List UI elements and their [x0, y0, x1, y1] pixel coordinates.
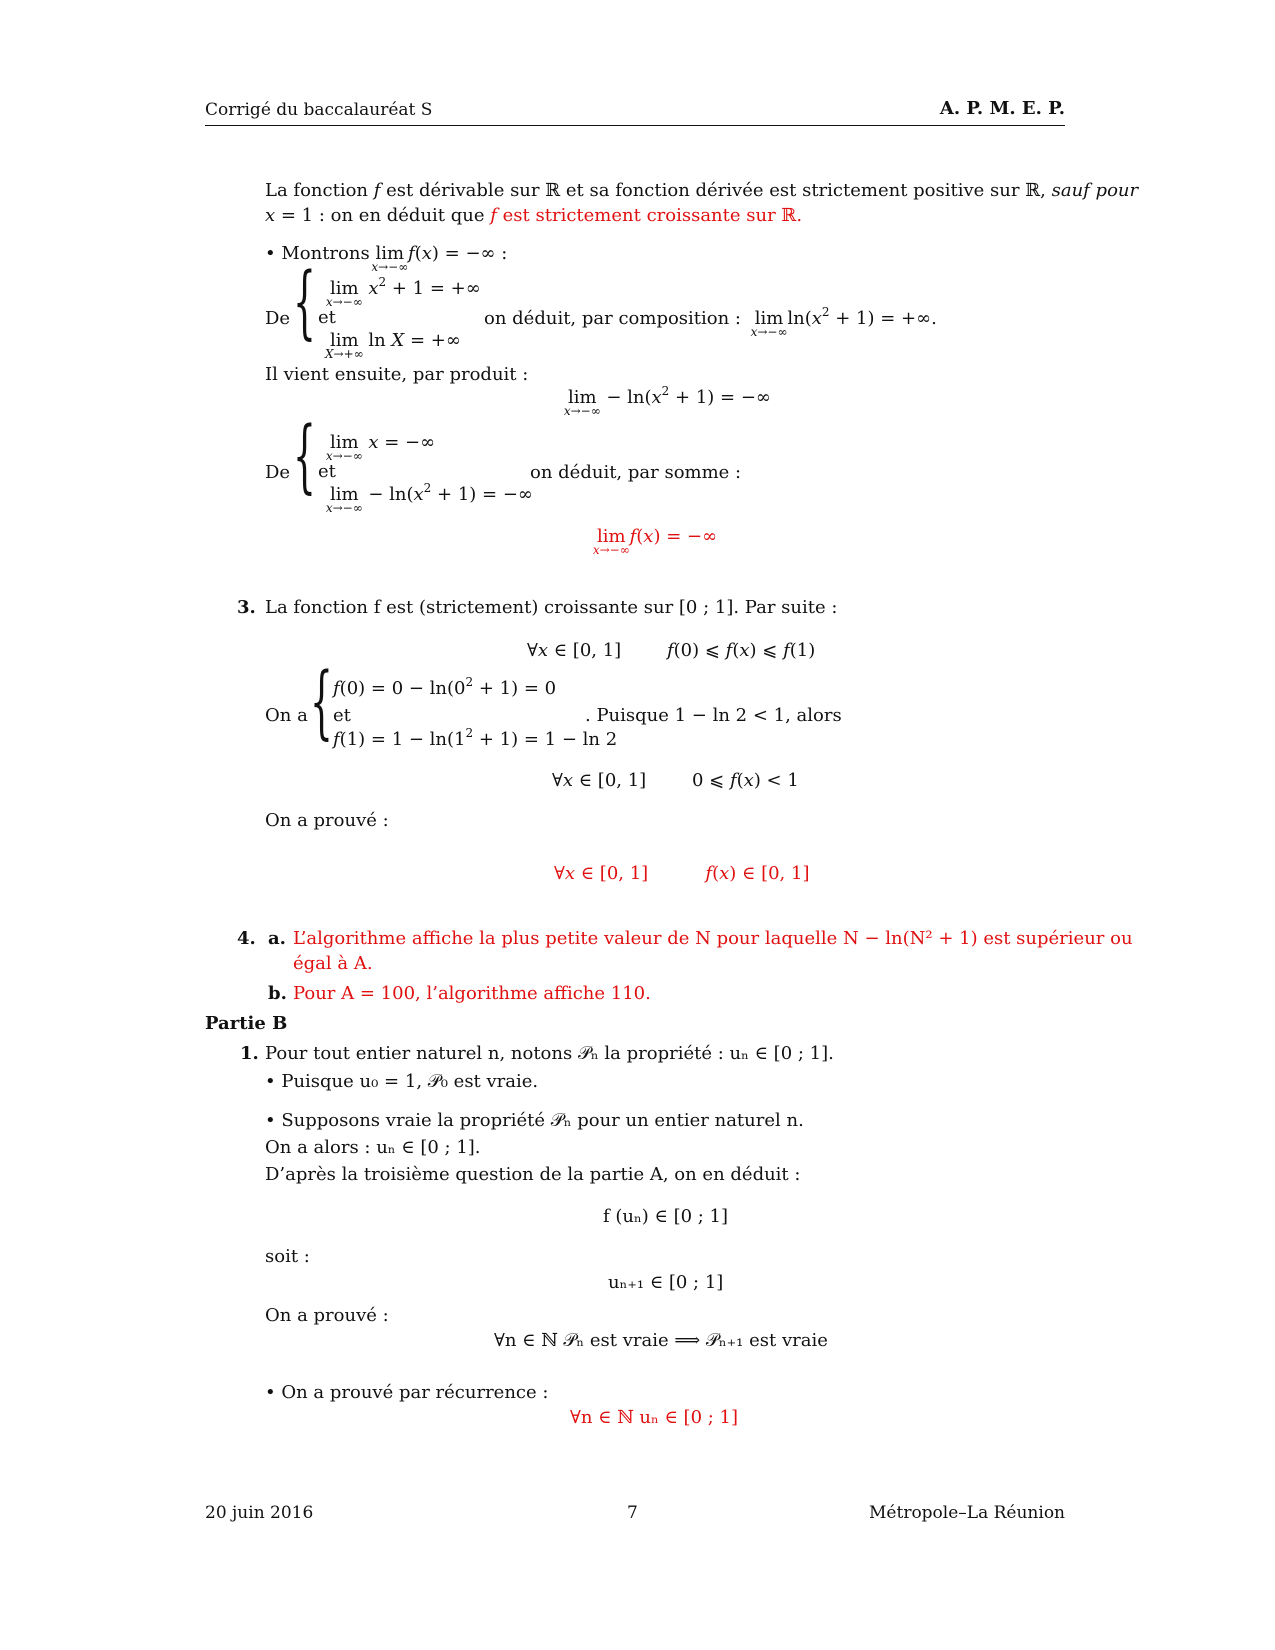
deduit-somme: on déduit, par somme :	[530, 462, 742, 483]
footer-page: 7	[627, 1503, 638, 1523]
partB-title: Partie B	[205, 1013, 288, 1034]
partB-suppose: • Supposons vraie la propriété 𝒫ₙ pour un entier naturel n.	[265, 1110, 804, 1131]
partB-q1-number: 1.	[240, 1043, 259, 1064]
de-label-2: De	[265, 462, 291, 483]
q3-eq1: ∀x ∈ [0, 1] f(0) ⩽ f(x) ⩽ f(1)	[527, 640, 816, 661]
puisque-text: . Puisque 1 − ln 2 < 1, alors	[585, 705, 842, 726]
brace-3: {	[310, 655, 333, 748]
header-rule	[205, 125, 1065, 126]
q3-conclusion: ∀x ∈ [0, 1] f(x) ∈ [0, 1]	[554, 863, 810, 884]
footer-date: 20 juin 2016	[205, 1503, 314, 1523]
system3-line1: $f(0) = 0 - \ln(0^2 + 1) = 0$	[333, 675, 557, 699]
partB-eq2: uₙ₊₁ ∈ [0 ; 1]	[608, 1272, 724, 1293]
partB-eq3: ∀n ∈ ℕ 𝒫ₙ est vraie ⟹ 𝒫ₙ₊₁ est vraie	[494, 1330, 828, 1351]
q3-number: 3.	[237, 597, 256, 618]
q3-prouve: On a prouvé :	[265, 810, 389, 831]
limit-conclusion: lim x→−∞ f(x) = −∞	[592, 526, 718, 557]
partB-prouve: On a prouvé :	[265, 1305, 389, 1326]
system2-et: et	[318, 461, 336, 482]
system1-line1: lim x→−∞ $x^2 + 1$ = +∞	[325, 275, 481, 309]
ona-label: On a	[265, 705, 308, 726]
system3-et: et	[333, 705, 351, 726]
ensuite-line: Il vient ensuite, par produit :	[265, 364, 529, 385]
q4b-text: Pour A = 100, l’algorithme affiche 110.	[293, 983, 651, 1004]
q3-eq2: ∀x ∈ [0, 1] 0 ⩽ f(x) < 1	[552, 770, 799, 791]
partB-line1: Pour tout entier naturel n, notons 𝒫ₙ la propriété : uₙ ∈ [0 ; 1].	[265, 1043, 834, 1064]
partB-eq1: f (uₙ) ∈ [0 ; 1]	[603, 1206, 729, 1227]
limit-product: lim x→−∞ − $\ln(x^2 + 1)$ = −∞	[563, 384, 771, 418]
q4b-label: b.	[268, 983, 287, 1004]
system2-line3: lim x→−∞ − $\ln(x^2 + 1)$ = −∞	[325, 481, 533, 515]
paragraph-derivative-2: x = 1 : on en déduit que f est strictement croissante sur ℝ.	[265, 205, 803, 226]
q4a-label: a.	[268, 928, 286, 949]
partB-alors: On a alors : uₙ ∈ [0 ; 1].	[265, 1137, 481, 1158]
brace-2: {	[293, 409, 316, 502]
partB-dapres: D’après la troisième question de la partie A, on en déduit :	[265, 1164, 801, 1185]
q3-text: La fonction f est (strictement) croissante sur [0 ; 1]. Par suite :	[265, 597, 838, 618]
q4-number: 4.	[237, 928, 256, 949]
partB-init: • Puisque u₀ = 1, 𝒫₀ est vraie.	[265, 1071, 539, 1092]
paragraph-derivative: La fonction f est dérivable sur ℝ et sa fonction dérivée est strictement positive sur ℝ, sauf pour	[265, 180, 1139, 201]
de-label-1: De	[265, 308, 291, 329]
montrons-line: • Montrons lim x→−∞ f(x) = −∞ :	[265, 243, 508, 274]
system1-et: et	[318, 307, 336, 328]
partB-soit: soit :	[265, 1246, 310, 1267]
partB-recurrence: • On a prouvé par récurrence :	[265, 1382, 549, 1403]
q4a-text: L’algorithme affiche la plus petite valeur de N pour laquelle N − ln(N² + 1) est supérieur ou	[293, 928, 1133, 949]
footer-place: Métropole–La Réunion	[869, 1503, 1065, 1523]
system3-line3: $f(1) = 1 - \ln(1^2 + 1) = 1 - \ln 2$	[333, 726, 618, 750]
system1-line3: lim X→+∞ ln X = +∞	[324, 330, 461, 361]
brace-1: {	[293, 255, 316, 348]
q4a-text-2: égal à A.	[293, 953, 373, 974]
system2-line1: lim x→−∞ x = −∞	[325, 432, 436, 463]
partB-conclusion: ∀n ∈ ℕ uₙ ∈ [0 ; 1]	[570, 1407, 739, 1428]
header-left: Corrigé du baccalauréat S	[205, 100, 433, 120]
header-right: A. P. M. E. P.	[939, 98, 1065, 119]
deduit-composition: on déduit, par composition : lim x→−∞ $\ln(x^2 + 1)$ = +∞.	[484, 305, 937, 339]
